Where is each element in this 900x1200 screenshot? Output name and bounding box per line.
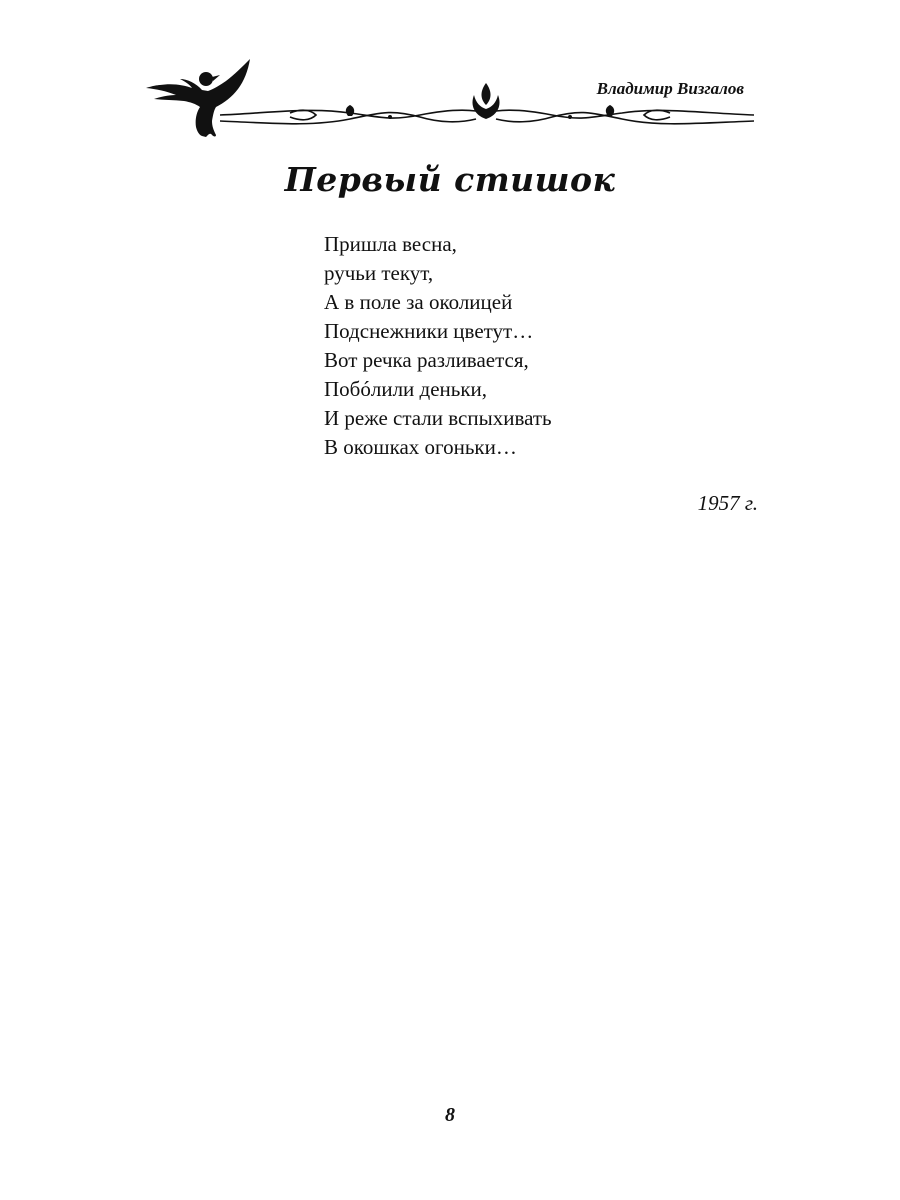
bird-flourish-ornament-icon: [140, 55, 760, 145]
poem-line: В окошках огоньки…: [324, 435, 517, 459]
page-header: [140, 55, 760, 145]
author-name: Владимир Визгалов: [596, 79, 744, 98]
poem-title: Первый стишок: [284, 160, 616, 199]
poem-line: Подснежники цветут…: [324, 319, 534, 343]
poem-line: Пришла весна,: [324, 232, 457, 256]
poem-line: ручьи текут,: [324, 261, 434, 285]
poem-line: И реже стали вспыхивать: [324, 406, 552, 430]
page-number: 8: [445, 1104, 455, 1126]
poem-date: 1957 г.: [697, 491, 758, 515]
bird-icon: [146, 59, 250, 137]
poem-body: [324, 230, 744, 462]
poem-line: Вот речка разливается,: [324, 348, 529, 372]
poem-line: А в поле за околицей: [324, 290, 513, 314]
poem-line: Побóлили деньки,: [324, 377, 488, 401]
